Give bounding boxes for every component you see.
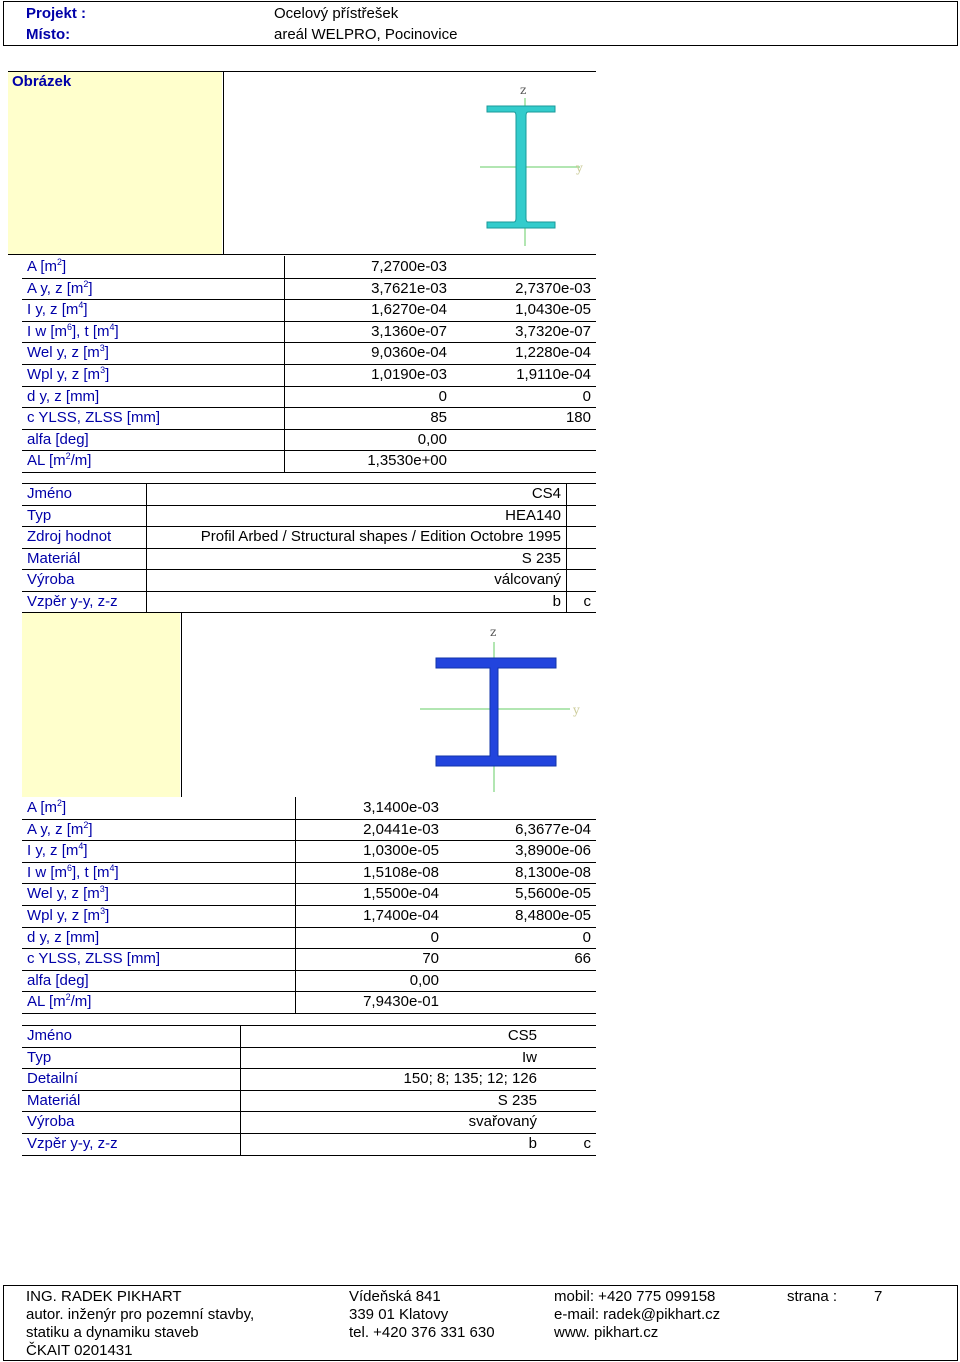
property-label: A y, z $[m^2]$ [27, 819, 93, 838]
footer-line: ING. RADEK PIKHART [26, 1288, 182, 1305]
info-value: 150; 8; 135; 12; 126 [403, 1070, 537, 1088]
info-label: Vzpěr y-y, z-z [27, 1135, 118, 1152]
property-label: AL $[m^2/m]$ [27, 451, 92, 470]
figure-label-1: Obrázek [12, 73, 72, 90]
property-label: c YLSS, ZLSS [mm] [27, 950, 161, 968]
footer-line: statiku a dynamiku staveb [26, 1324, 199, 1341]
property-value-1: 0 [438, 387, 447, 405]
column-divider [240, 1025, 241, 1155]
property-value-2: 0 [582, 387, 591, 405]
property-value-1: 9,0360e-04 [371, 344, 447, 362]
info-label: Materiál [27, 1091, 81, 1109]
property-label: alfa [deg] [27, 430, 89, 448]
property-value-1: 7,9430e-01 [363, 993, 439, 1011]
property-label: A $[m^2]$ [27, 798, 67, 816]
property-label: Wpl y, z $[m^3]$ [27, 365, 110, 383]
property-value-1: 3,1400e-03 [363, 799, 439, 816]
property-value-2 [445, 797, 591, 818]
info-value: válcovaný [494, 571, 561, 589]
footer-line: tel. +420 376 331 630 [349, 1324, 495, 1341]
info-value: CS5 [507, 1027, 537, 1044]
property-value-1: 70 [422, 950, 439, 968]
figure-label-cell-1 [8, 72, 222, 255]
info-label: Typ [27, 1048, 52, 1066]
property-label: A $[m^2]$ [27, 257, 67, 275]
project-label: Projekt : [26, 5, 87, 22]
row-divider [22, 1155, 596, 1156]
property-value-2 [445, 991, 591, 1012]
axis-z-label: z [520, 83, 527, 97]
axis-y-label-2: y [573, 703, 580, 717]
property-value-1: 2,0441e-03 [363, 820, 439, 838]
info-label: Výroba [27, 1113, 75, 1131]
property-value-1: 1,0300e-05 [363, 842, 439, 860]
footer-line: mobil: +420 775 099158 [554, 1288, 716, 1305]
property-value-2: 3,8900e-06 [515, 842, 591, 860]
footer-line: e-mail: radek@pikhart.cz [554, 1306, 721, 1323]
property-value-1: 1,5108e-08 [363, 863, 439, 881]
property-label: I y, z $[m^4]$ [27, 300, 88, 319]
info-label: Jméno [27, 1027, 73, 1044]
property-value-1: 3,7621e-03 [371, 279, 447, 297]
page-header [3, 1, 958, 46]
info-extra: c [583, 1135, 591, 1152]
footer-line: 339 01 Klatovy [349, 1306, 449, 1323]
info-value: svařovaný [468, 1113, 537, 1131]
property-label: I w $[m^6]$, t $[m^4]$ [27, 862, 119, 881]
property-value-1: 1,6270e-04 [371, 301, 447, 319]
row-divider [22, 472, 596, 473]
info-value: b [528, 1135, 537, 1152]
property-label: d y, z [mm] [27, 928, 100, 946]
property-label: A y, z $[m^2]$ [27, 278, 93, 297]
property-label: I y, z $[m^4]$ [27, 841, 88, 860]
property-label: Wel y, z $[m^3]$ [27, 884, 109, 903]
info-label: Zdroj hodnot [27, 528, 112, 546]
column-divider [295, 797, 296, 1013]
property-label: Wel y, z $[m^3]$ [27, 343, 109, 362]
info-value: Profil Arbed / Structural shapes / Edition Octobre 1995 [200, 528, 561, 546]
property-label: c YLSS, ZLSS [mm] [27, 409, 161, 427]
column-divider [284, 256, 285, 472]
property-value-2: 1,2280e-04 [515, 344, 591, 362]
property-value-2: 1,9110e-04 [516, 366, 591, 383]
figure-label-cell-2 [22, 613, 180, 797]
info-value: HEA140 [505, 506, 561, 524]
property-value-1: 1,3530e+00 [367, 452, 447, 470]
axis-y-label: y [576, 161, 583, 175]
info-value: CS4 [531, 485, 561, 502]
profile-drawing-iw [410, 620, 595, 795]
info-label: Materiál [27, 549, 81, 567]
footer-address [349, 1288, 495, 1342]
footer-line: Vídeňská 841 [349, 1288, 441, 1305]
property-label: Wpl y, z $[m^3]$ [27, 906, 110, 924]
property-value-2 [455, 256, 591, 277]
property-value-1: 85 [430, 409, 447, 427]
property-value-2: 2,7370e-03 [515, 279, 591, 297]
property-value-2: 66 [574, 950, 591, 968]
property-label: AL $[m^2/m]$ [27, 992, 92, 1011]
footer-line: www. pikhart.cz [554, 1324, 659, 1341]
property-value-2: 3,7320e-07 [515, 322, 591, 340]
property-value-1: 0,00 [409, 971, 439, 989]
info-label: Výroba [27, 571, 75, 589]
property-value-2: 8,4800e-05 [515, 907, 591, 924]
info-value: S 235 [497, 1091, 537, 1109]
footer-line: autor. inženýr pro pozemní stavby, [26, 1306, 255, 1323]
iw-section-shape [436, 658, 556, 766]
property-value-1: 1,0190e-03 [371, 366, 447, 383]
property-label: d y, z [mm] [27, 387, 100, 405]
info-label: Vzpěr y-y, z-z [27, 593, 118, 610]
property-value-2: 180 [565, 409, 591, 427]
project-value: Ocelový přístřešek [274, 5, 399, 22]
info-value: S 235 [521, 549, 561, 567]
page-number: 7 [874, 1288, 883, 1305]
info-label: Jméno [27, 485, 73, 502]
property-value-2: 6,3677e-04 [515, 820, 591, 838]
property-value-1: 1,7400e-04 [363, 907, 439, 924]
property-label: I w $[m^6]$, t $[m^4]$ [27, 321, 119, 340]
column-divider [566, 483, 567, 613]
page-label: strana : [787, 1288, 838, 1305]
info-label: Detailní [27, 1070, 78, 1088]
property-value-1: 7,2700e-03 [371, 258, 447, 275]
property-label: alfa [deg] [27, 971, 89, 989]
footer-author [26, 1288, 254, 1360]
property-value-2: 1,0430e-05 [515, 301, 591, 319]
row-divider [22, 1013, 596, 1014]
info-value: b [552, 593, 561, 610]
property-value-1: 1,5500e-04 [363, 885, 439, 903]
property-value-2: 0 [582, 928, 591, 946]
property-value-2 [455, 450, 591, 471]
profile-drawing-hea140 [470, 78, 595, 248]
property-value-2: 8,1300e-08 [515, 863, 591, 881]
axis-z-label-2: z [490, 625, 497, 639]
property-value-1: 0 [430, 928, 439, 946]
place-value: areál WELPRO, Pocinovice [274, 26, 458, 43]
property-value-2 [455, 429, 591, 450]
property-value-1: 0,00 [417, 430, 447, 448]
info-extra: c [583, 593, 591, 610]
column-divider [146, 483, 147, 613]
property-value-2 [445, 970, 591, 991]
property-value-2: 5,5600e-05 [515, 885, 591, 903]
info-label: Typ [27, 506, 52, 524]
page-footer [3, 1285, 958, 1361]
property-value-1: 3,1360e-07 [371, 322, 447, 340]
info-value: Iw [522, 1048, 537, 1066]
place-label: Místo: [26, 26, 71, 43]
footer-contact [554, 1288, 720, 1342]
footer-line: ČKAIT 0201431 [26, 1342, 133, 1359]
